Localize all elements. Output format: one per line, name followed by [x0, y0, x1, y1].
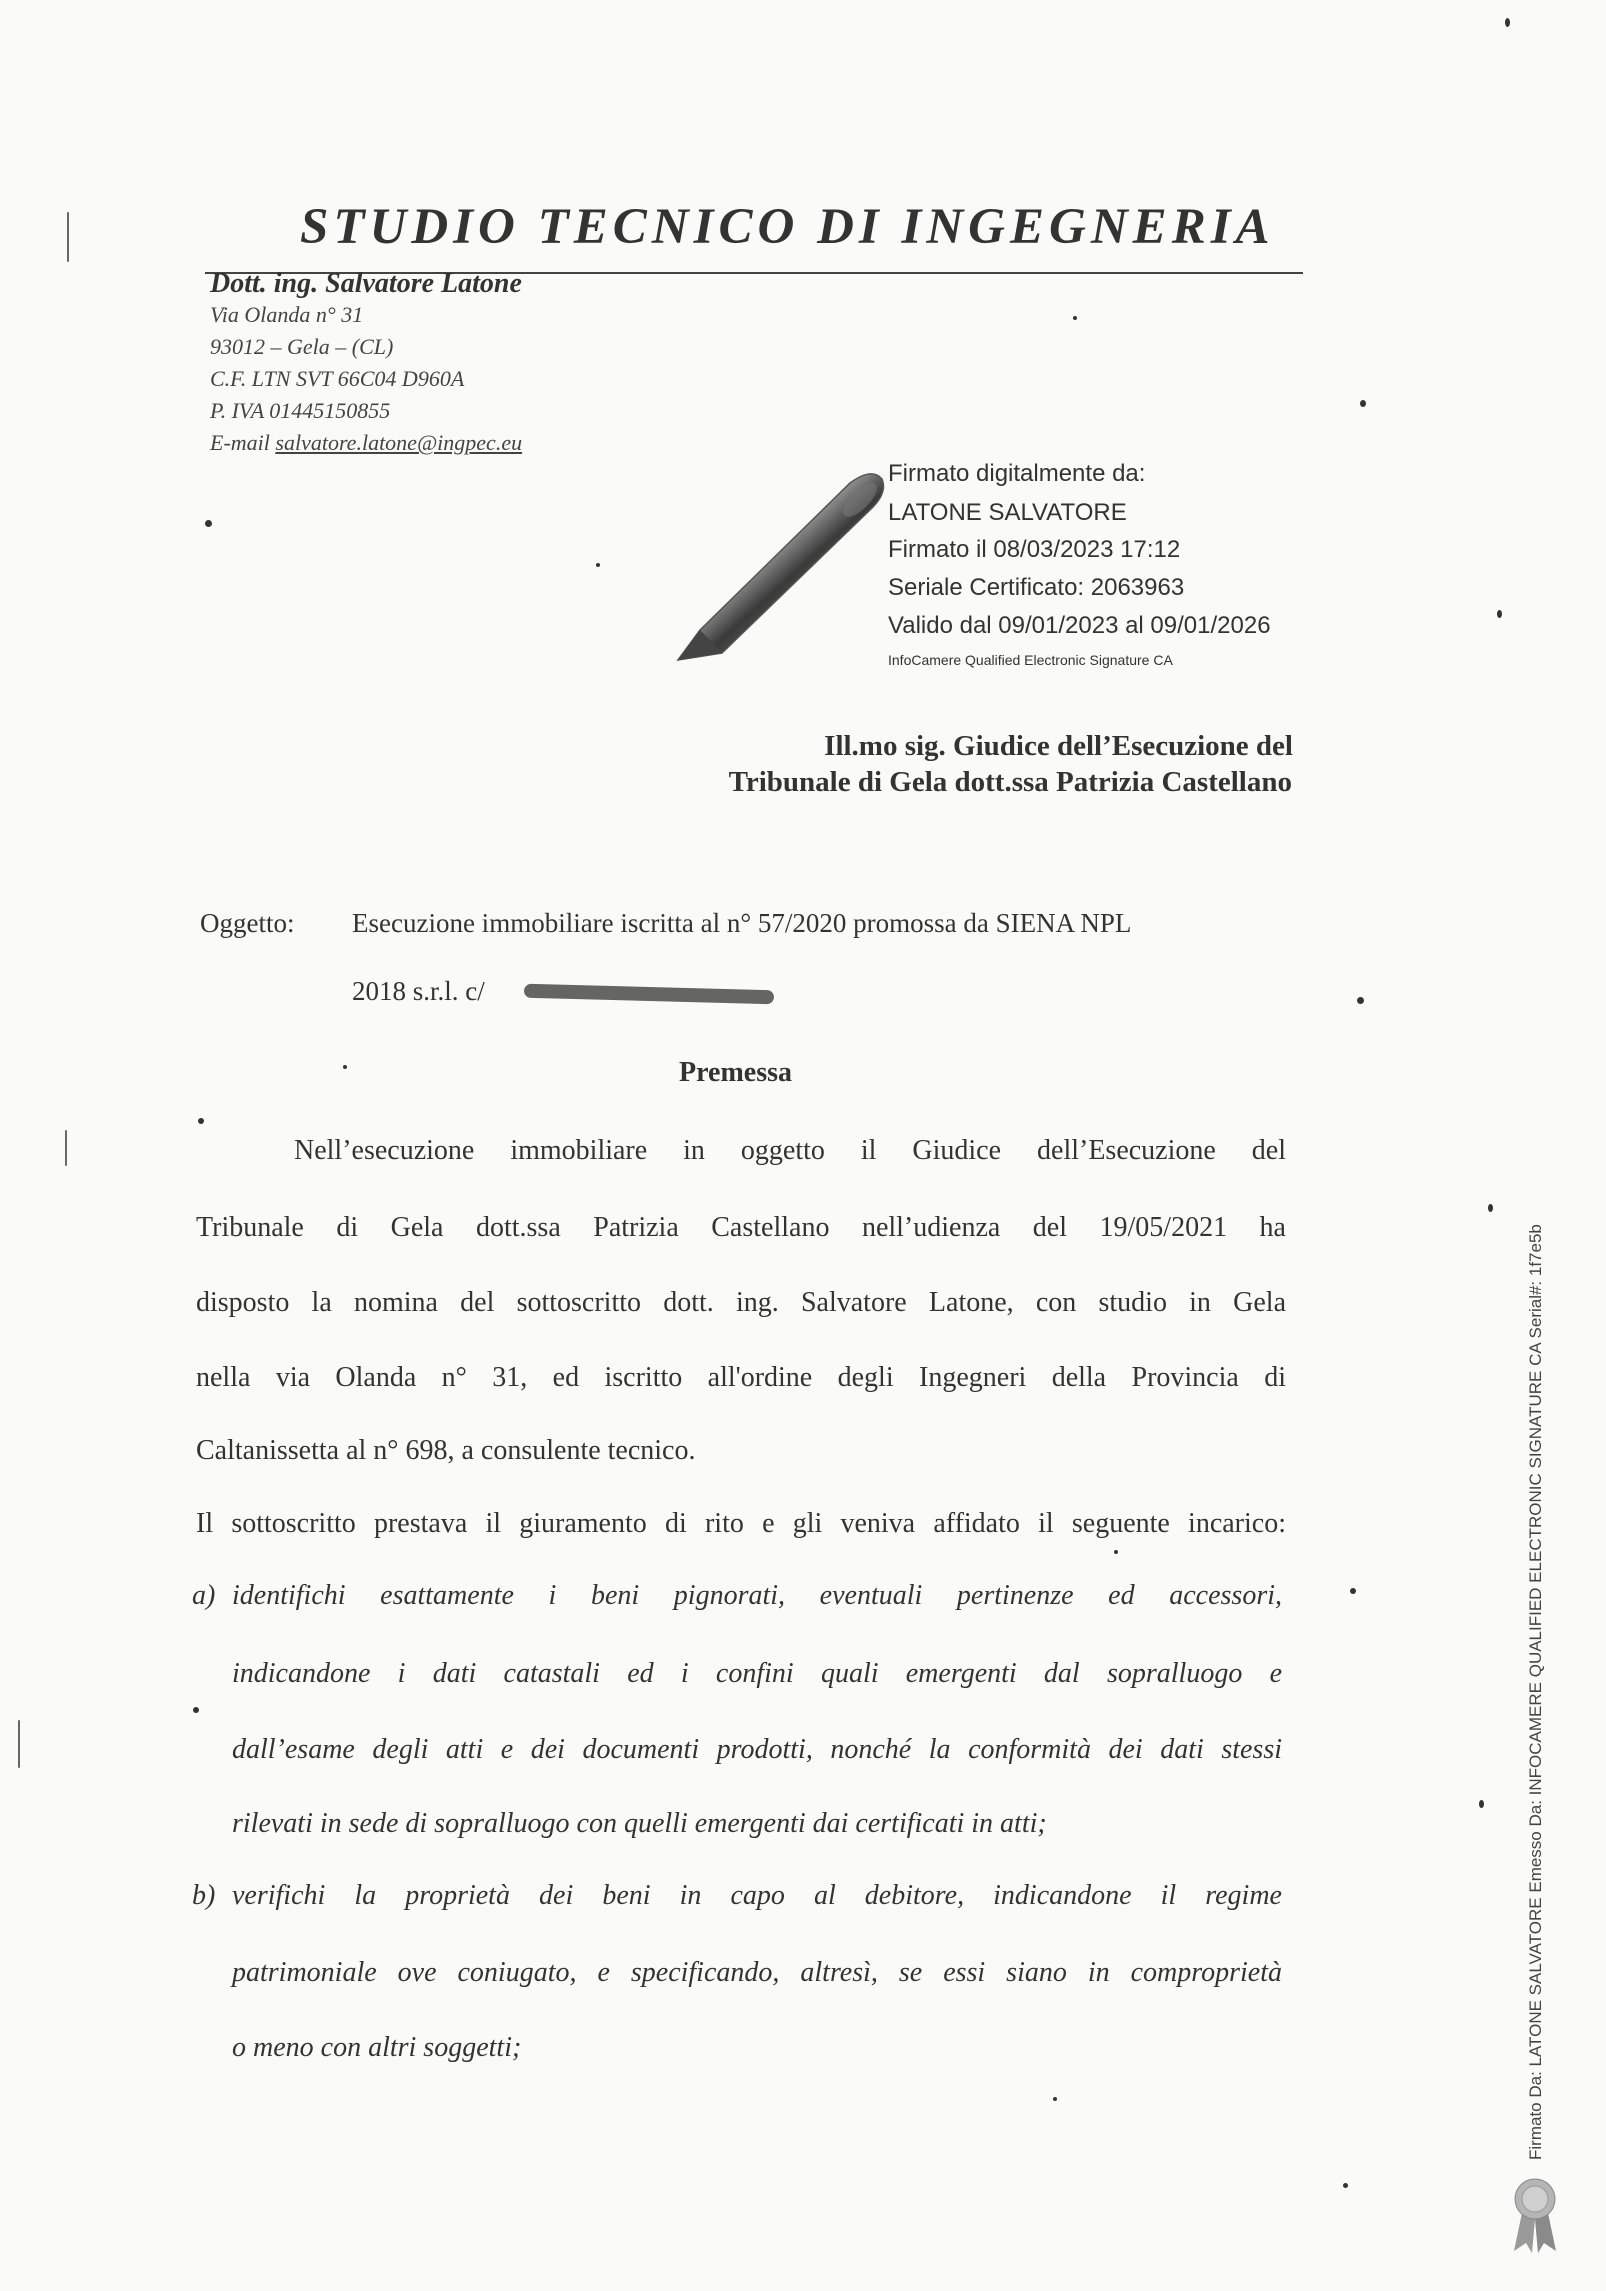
tax-code-line: C.F. LTN SVT 66C04 D960A: [210, 366, 465, 391]
item-marker: a): [192, 1580, 216, 1611]
seal-icon: [1508, 2175, 1562, 2260]
section-heading: Premessa: [679, 1057, 792, 1088]
item-line: verifichi la proprietà dei beni in capo al debitore, indicandone il regime: [232, 1880, 1282, 1911]
email-link[interactable]: salvatore.latone@ingpec.eu: [275, 430, 523, 455]
subject-label: Oggetto:: [200, 908, 295, 938]
item-marker: b): [192, 1880, 216, 1911]
signer-name: LATONE SALVATORE: [888, 499, 1127, 526]
item-line: rilevati in sede di sopralluogo con quelli emergenti dai certificati in atti;: [232, 1808, 1047, 1839]
pen-icon: [660, 455, 890, 680]
paragraph-line: Nell’esecuzione immobiliare in oggetto il Giudice dell’Esecuzione del: [294, 1135, 1286, 1166]
signature-label: Firmato digitalmente da:: [888, 460, 1146, 487]
paragraph-line: disposto la nomina del sottoscritto dott. ing. Salvatore Latone, con studio in Gela: [196, 1287, 1286, 1318]
paragraph-line: nella via Olanda n° 31, ed iscritto all'ordine degli Ingegneri della Provincia di: [196, 1362, 1286, 1393]
item-line: indicandone i dati catastali ed i confini quali emergenti dal sopralluogo e: [232, 1658, 1282, 1689]
addressee-line-1: Ill.mo sig. Giudice dell’Esecuzione del: [824, 730, 1293, 762]
email-line: [210, 430, 522, 456]
certificate-authority: InfoCamere Qualified Electronic Signature CA: [888, 652, 1173, 668]
paragraph-line: Caltanissetta al n° 698, a consulente tecnico.: [196, 1435, 696, 1466]
item-line: patrimoniale ove coniugato, e specificando, altresì, se essi siano in comproprietà: [232, 1957, 1282, 1988]
vat-line: P. IVA 01445150855: [210, 398, 391, 423]
addressee-line-2: Tribunale di Gela dott.ssa Patrizia Castellano: [728, 766, 1292, 798]
item-line: dall’esame degli atti e dei documenti prodotti, nonché la conformità dei dati stessi: [232, 1734, 1282, 1765]
signature-date: Firmato il 08/03/2023 17:12: [888, 536, 1181, 563]
side-signature-text: Firmato Da: LATONE SALVATORE Emesso Da: INFOCAMERE QUALIFIED ELECTRONIC SIGNATURE CA Serial#: 1f7e5b: [1526, 1224, 1545, 2160]
studio-title: STUDIO TECNICO DI INGEGNERIA: [300, 199, 1275, 255]
certificate-serial: Seriale Certificato: 2063963: [888, 574, 1185, 601]
subject-line-2: 2018 s.r.l. c/: [352, 976, 485, 1006]
author-name: Dott. ing. Salvatore Latone: [210, 268, 522, 299]
subject-line-1: Esecuzione immobiliare iscritta al n° 57/2020 promossa da SIENA NPL: [352, 908, 1132, 938]
address-line: Via Olanda n° 31: [210, 302, 364, 327]
item-line: identifichi esattamente i beni pignorati, eventuali pertinenze ed accessori,: [232, 1580, 1282, 1611]
paragraph-line: Tribunale di Gela dott.ssa Patrizia Castellano nell’udienza del 19/05/2021 ha: [196, 1212, 1286, 1243]
item-line: o meno con altri soggetti;: [232, 2032, 522, 2063]
email-label: E-mail: [210, 430, 270, 455]
oath-line: Il sottoscritto prestava il giuramento di rito e gli veniva affidato il seguente incarico:: [196, 1508, 1286, 1539]
certificate-validity: Valido dal 09/01/2023 al 09/01/2026: [888, 612, 1271, 639]
redacted-name: [524, 984, 774, 1005]
city-line: 93012 – Gela – (CL): [210, 334, 394, 359]
